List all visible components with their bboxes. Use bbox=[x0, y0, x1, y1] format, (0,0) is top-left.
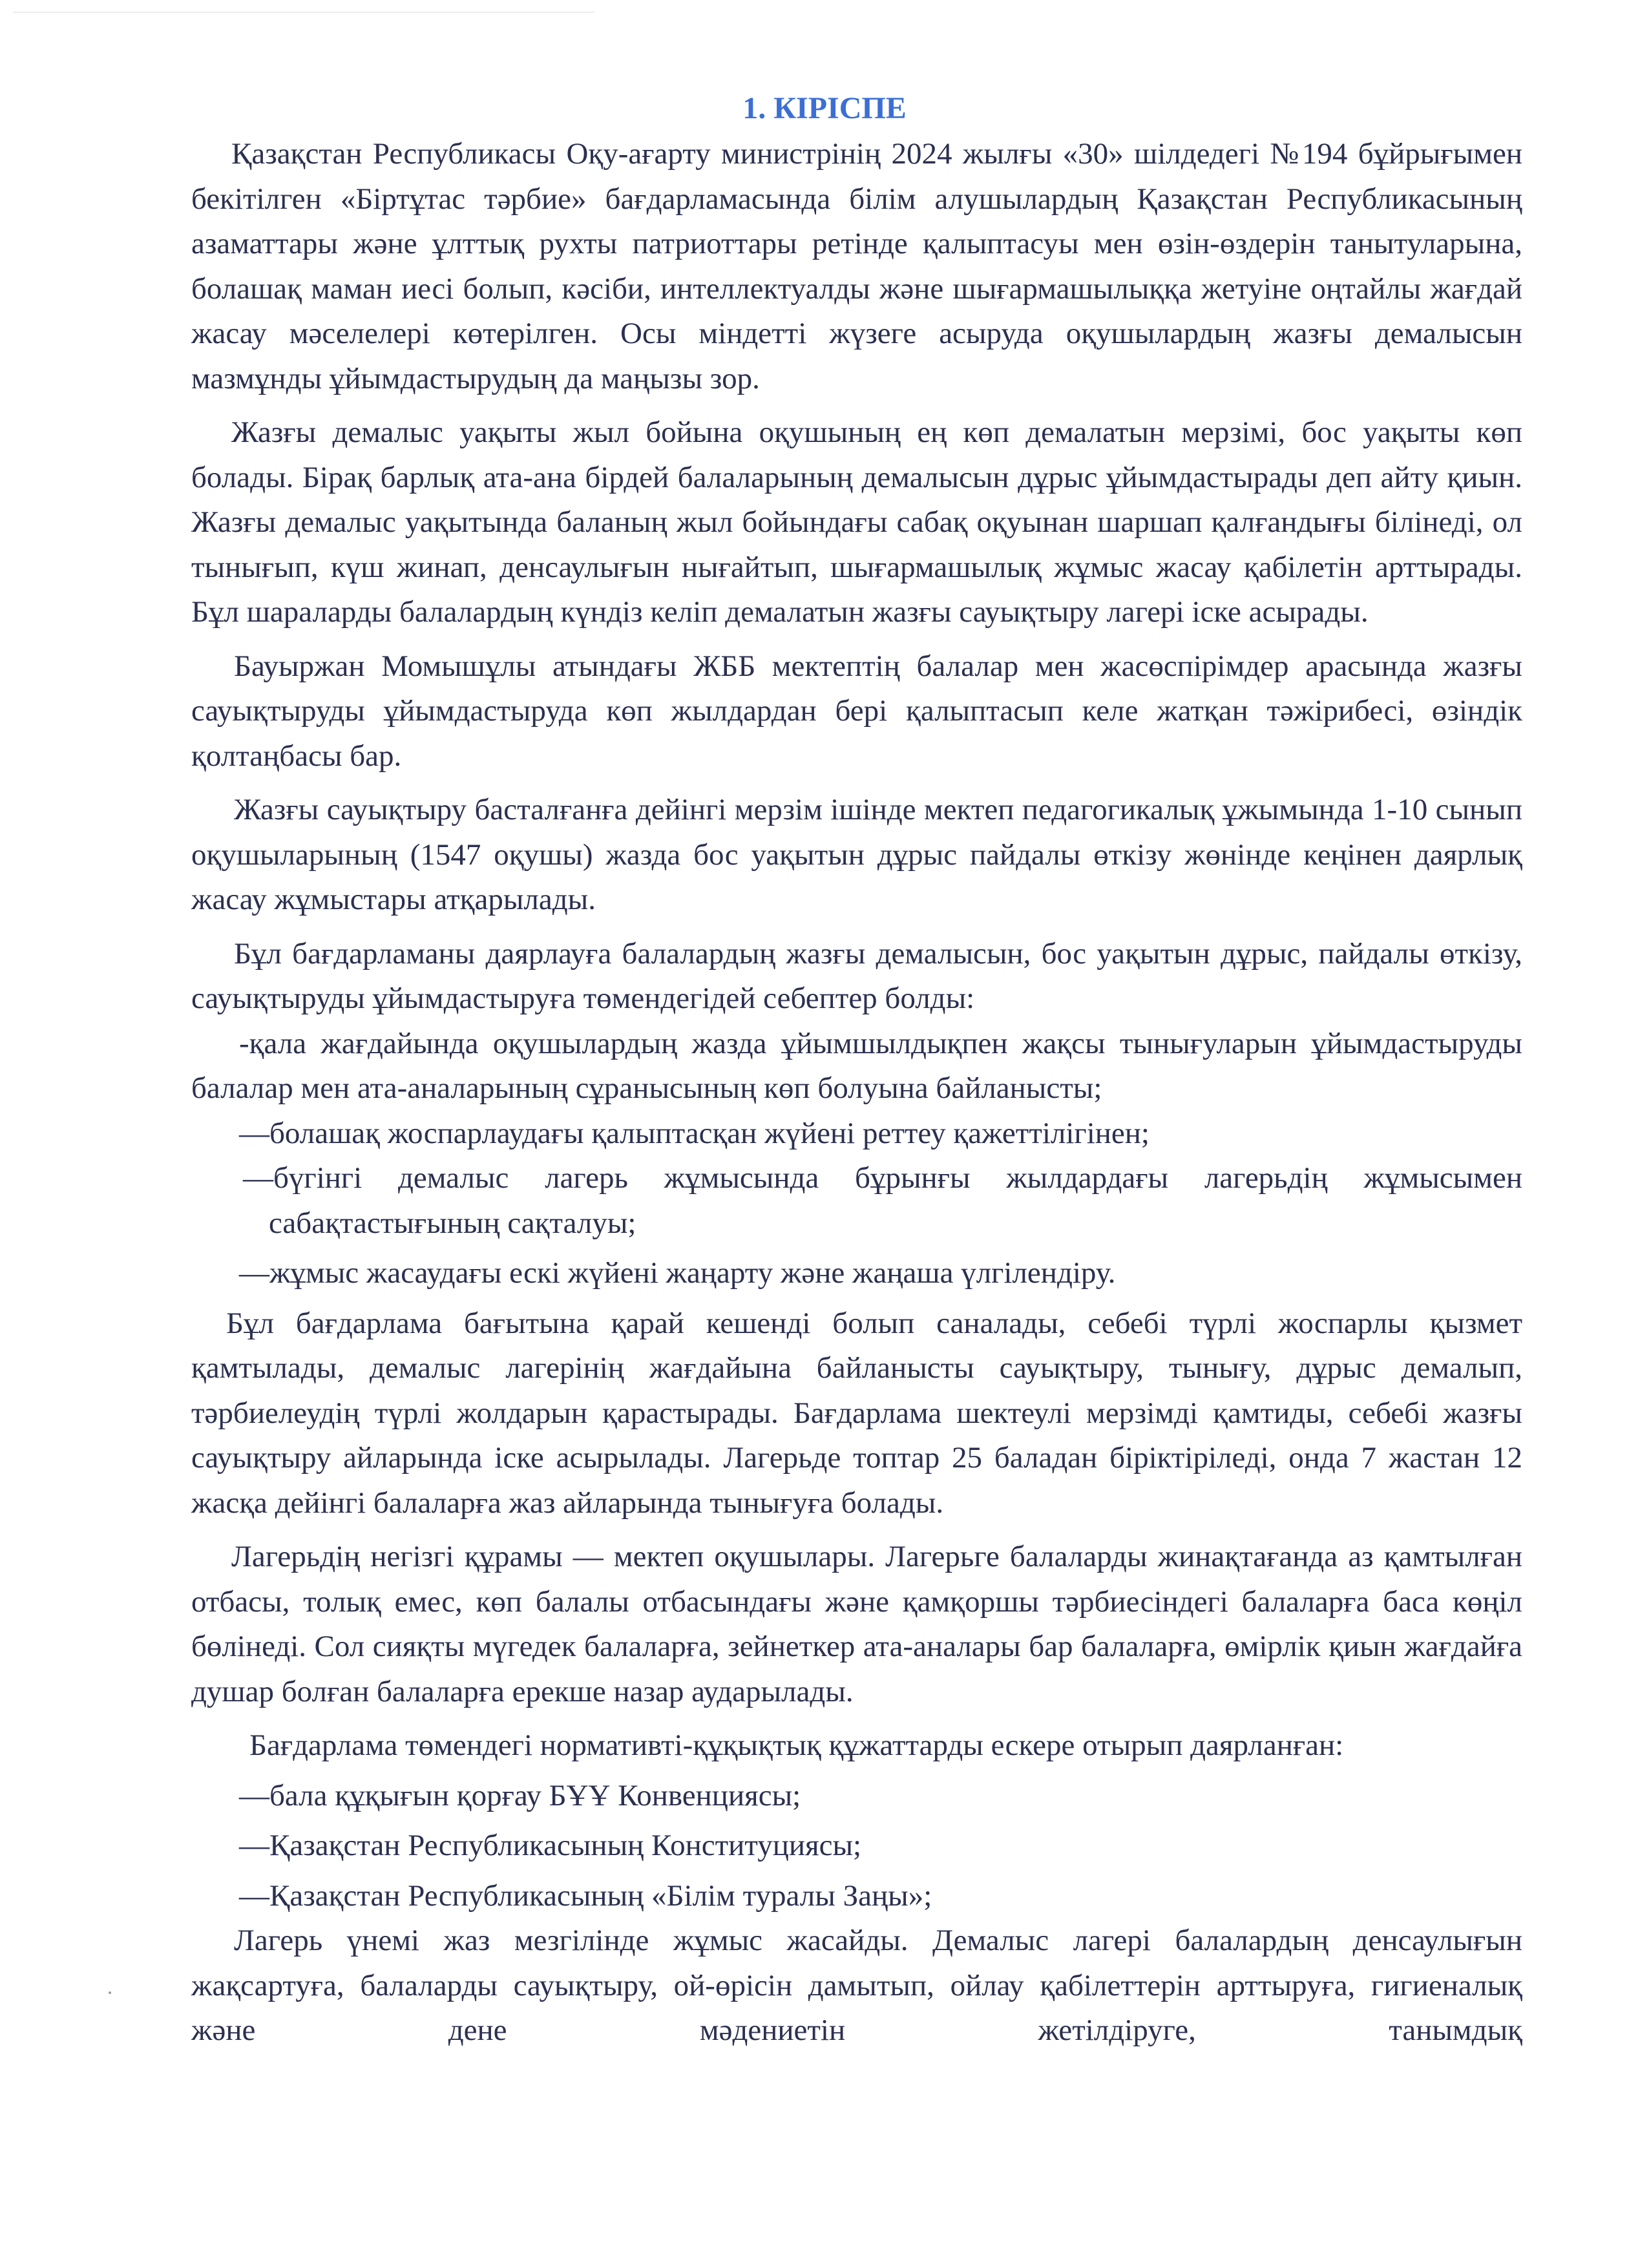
scan-artifact-line bbox=[13, 12, 594, 13]
paragraph-camp-work: Лагерь үнемі жаз мезгілінде жұмыс жасайды. Демалыс лагері балалардың денсаулығын жақсартуға, балаларды сауықтыру, ой-өрісін дамытып, ойлау қабілеттерін арттыруға, гигиеналық және дене мәдениетін жетілдіруге, танымдық bbox=[191, 1924, 1522, 2047]
paragraph-summer-rest: Жазғы демалыс уақыты жыл бойына оқушының ең көп демалатын мерзімі, бос уақыты көп болады. Бірақ барлық ата-ана бірдей балаларының демалысын дұрыс ұйымдастырады деп айту қиын. Жазғы демалыс уақытында баланың жыл бойындағы сабақ оқуынан шаршап қалғандығы білінеді, ол тынығып, күш жинап, денсаулығын нығайтып, шығармашылық жұмыс жасау қабілетін арттырады. Бұл шараларды балалардың күндіз келіп демалатын жазғы сауықтыру лагері іске асырады. bbox=[191, 415, 1522, 629]
page-title: 1. КІРІСПЕ bbox=[742, 91, 907, 125]
list-item-reason-planning: —болашақ жоспарлаудағы қалыптасқан жүйені реттеу қажеттілігінен; bbox=[239, 1116, 1150, 1150]
scan-artifact-dot bbox=[109, 1991, 111, 1994]
list-item-un-convention: —бала құқығын қорғау БҰҰ Конвенциясы; bbox=[239, 1778, 801, 1812]
list-item-education-law: —Қазақстан Республикасының «Білім туралы Заңы»; bbox=[239, 1878, 932, 1913]
paragraph-intro: Қазақстан Республикасы Оқу-ағарту министрінің 2024 жылғы «30» шілдедегі №194 бұйрығымен бекітілген «Біртұтас тәрбие» бағдарламасында білім алушылардың Қазақстан Республикасының азаматтары және ұлттық рухты патриоттары ретінде қалыптасуы мен өзін-өздерін танытуларына, болашақ маман иесі болып, кәсіби, интеллектуалды және шығармашылыққа жетуіне оңтайлы жағдай жасау мәселелері көтерілген. Осы міндетті жүзеге асыруда оқушылардың жазғы демалысын мазмұнды ұйымдастырудың да маңызы зор. bbox=[191, 137, 1522, 395]
list-item-reason-renewal: —жұмыс жасаудағы ескі жүйені жаңарту және жаңаша үлгілендіру. bbox=[239, 1256, 1116, 1290]
paragraph-preparation: Жазғы сауықтыру басталғанға дейінгі мерзім ішінде мектеп педагогикалық ұжымында 1-10 сынып оқушыларының (1547 оқушы) жазда бос уақытын дұрыс пайдалы өткізу жөнінде кеңінен даярлық жасау жұмыстары атқарылады. bbox=[191, 793, 1522, 916]
paragraph-reasons-intro: Бұл бағдарламаны даярлауға балалардың жазғы демалысын, бос уақытын дұрыс, пайдалы өткізу, сауықтыруды ұйымдастыруға төмендегідей себептер болды: bbox=[191, 936, 1522, 1015]
paragraph-school-experience: Бауыржан Момышұлы атындағы ЖББ мектептің балалар мен жасөспірімдер арасында жазғы сауықтыруды ұйымдастыруда көп жылдардан бері қалыптасып келе жатқан тәжірибесі, өзіндік қолтаңбасы бар. bbox=[191, 649, 1522, 773]
list-item-reason-continuity: —бүгінгі демалыс лагерь жұмысында бұрынғы жылдардағы лагерьдің жұмысымен сабақтастығының сақталуы; bbox=[243, 1161, 1522, 1240]
list-item-constitution: —Қазақстан Республикасының Конституциясы; bbox=[239, 1829, 862, 1862]
paragraph-camp-composition: Лагерьдің негізгі құрамы — мектеп оқушылары. Лагерьге балаларды жинақтағанда аз қамтылған отбасы, толық емес, көп балалы отбасындағы және қамқоршы тәрбиесіндегі балаларға баса көңіл бөлінеді. Сол сияқты мүгедек балаларға, зейнеткер ата-аналары бар балаларға, өмірлік қиын жағдайға душар болған балаларға ерекше назар аударылады. bbox=[191, 1540, 1522, 1708]
paragraph-legal-basis: Бағдарлама төмендегі нормативті-құқықтық құжаттарды ескере отырып даярланған: bbox=[249, 1728, 1344, 1762]
paragraph-program-scope: Бұл бағдарлама бағытына қарай кешенді болып саналады, себебі түрлі жоспарлы қызмет қамтылады, демалыс лагерінің жағдайына байланысты сауықтыру, тынығу, дұрыс демалып, тәрбиелеудің түрлі жолдарын қарастырады. Бағдарлама шектеулі мерзімді қамтиды, себебі жазғы сауықтыру айларында іске асырылады. Лагерьде топтар 25 баладан біріктіріледі, онда 7 жастан 12 жасқа дейінгі балаларға жаз айларында тынығуға болады. bbox=[191, 1306, 1522, 1520]
document-body bbox=[191, 132, 1522, 2053]
paragraph-reason-city: -қала жағдайында оқушылардың жазда ұйымшылдықпен жақсы тынығуларын ұйымдастыруды балалар мен ата-аналарының сұранысының көп болуына байланысты; bbox=[191, 1026, 1522, 1105]
